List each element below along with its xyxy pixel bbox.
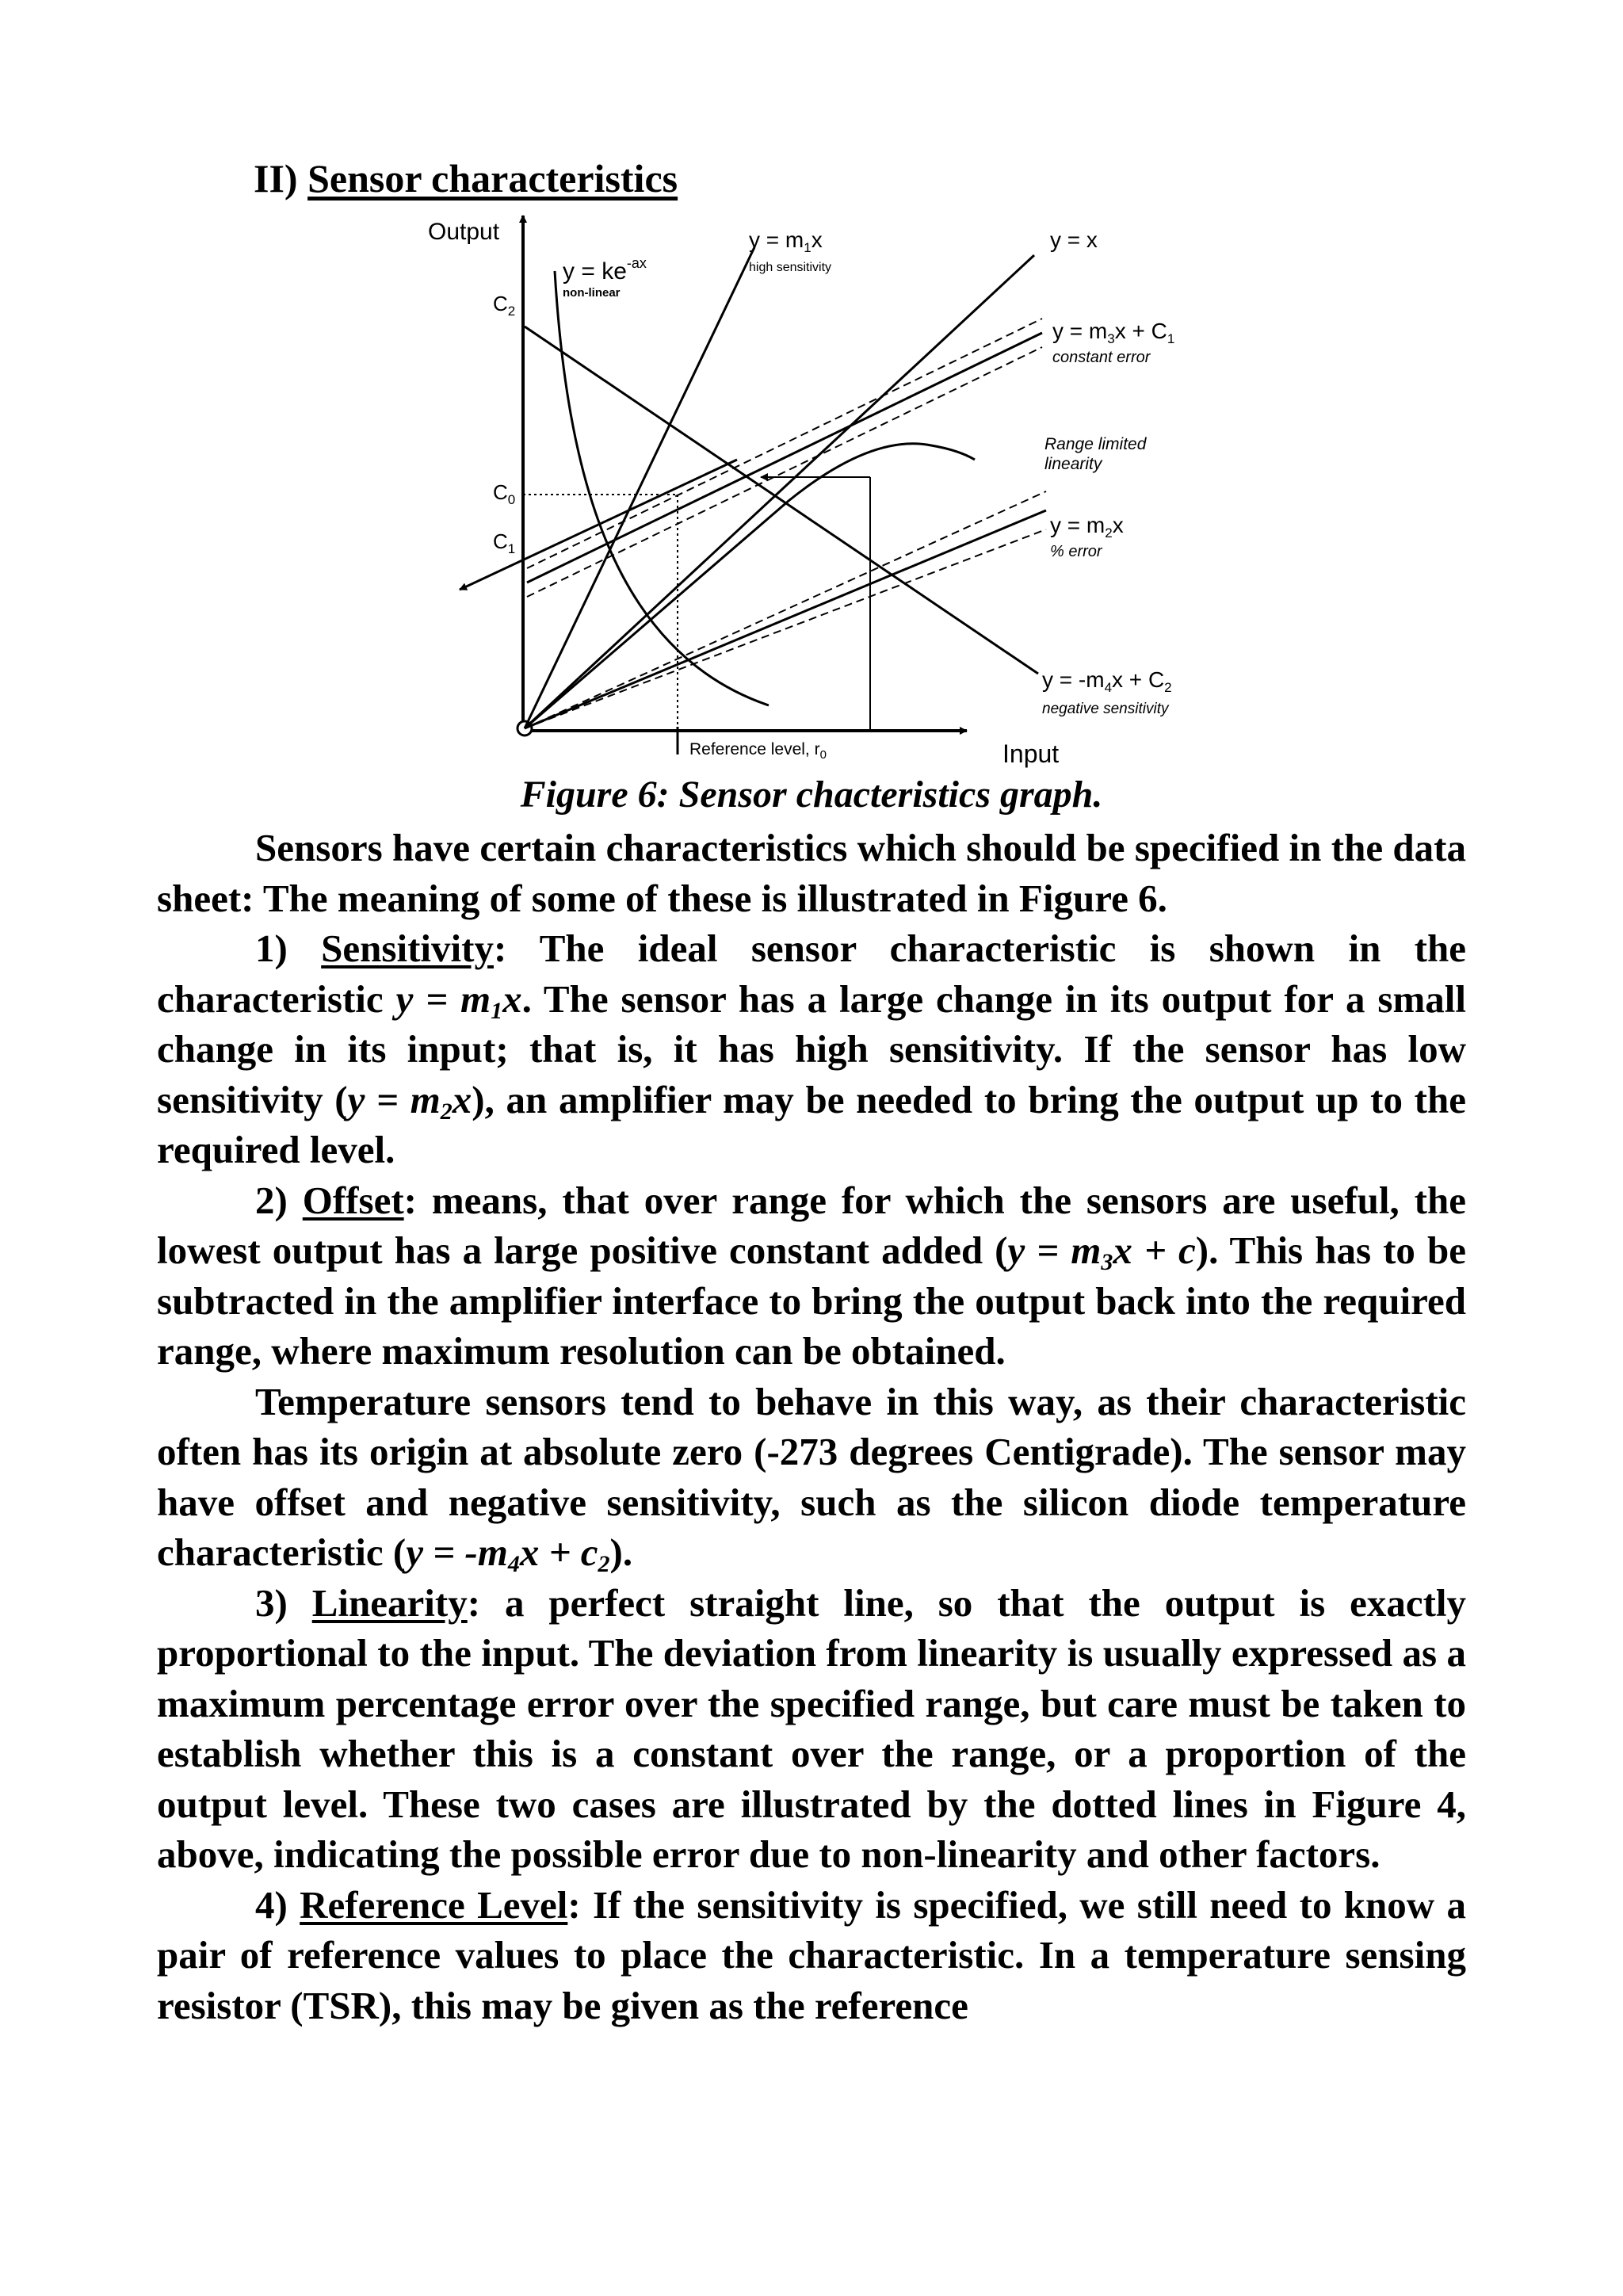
negative-sensitivity-note: negative sensitivity (1042, 701, 1169, 717)
c0-label: $C_0$ (493, 480, 516, 507)
offset-term: Offset (302, 1178, 404, 1222)
range-limited-note-line2: linearity (1044, 455, 1102, 473)
range-limited-note-line1: Range limited (1044, 435, 1147, 453)
constant-error-note: constant error (1052, 349, 1151, 366)
section-heading (254, 155, 678, 201)
offset-paragraph: 2) Offset: means, that over range for which the sensors are useful, the lowest output has a large positive constant added $(y = m_3x + c)$. This has to be subtracted in the amplifier interface to bring the output back into the required range, where maximum resolution can be obtained. (157, 1178, 1467, 1373)
nonlinear-equation: $y = ke^{-ax}$ (563, 255, 647, 285)
constant-error-upper (527, 319, 1042, 568)
nonlinear-note: non-linear (563, 286, 621, 300)
c1-label: $C_1$ (493, 529, 516, 556)
pct-error-lower (525, 529, 1046, 728)
pct-error-center (525, 510, 1046, 728)
sensitivity-term: Sensitivity (321, 926, 494, 970)
sensor-characteristics-figure (428, 208, 1220, 774)
linearity-term: Linearity (311, 1580, 468, 1625)
sensor-graph (428, 208, 1220, 774)
ideal-equation: y = x (1050, 227, 1098, 252)
figure-caption: Figure 6: Sensor chacteristics graph. (520, 774, 1103, 816)
high-sensitivity-equation: $y = m_1x$ (749, 227, 823, 255)
constant-error-equation: $y = m_3x + C_1$ (1052, 319, 1175, 346)
negative-sensitivity-equation: $y = -m_4x + C_2$ (1042, 667, 1172, 695)
percent-error-note: % error (1050, 543, 1102, 560)
section-number: II) (254, 156, 298, 201)
sensitivity-paragraph: 1) Sensitivity: The ideal sensor characteristic is shown in the characteristic $y = m_1x$. The sensor has a large change in its output for a small change in its input; that is, it has high sensitivity. If the sensor has low sensitivity $(y = m_2x)$, an amplifier may be needed to bring the output up to the required level. (157, 926, 1467, 1171)
body-text (157, 823, 1466, 2030)
ideal-line (525, 255, 1034, 728)
output-axis-label: Output (428, 219, 500, 245)
pct-error-upper (525, 491, 1046, 728)
input-axis-label: Input (1002, 739, 1060, 768)
reference-level-label: Reference level, $r_0$ (689, 740, 827, 762)
intro-paragraph: Sensors have certain characteristics which should be specified in the data sheet: The meaning of some of these is illustrated in Figure 6. (157, 826, 1466, 920)
linearity-paragraph: 3) Linearity: a perfect straight line, so that the output is exactly proportional to the input. The deviation from linearity is usually expressed as a maximum percentage error over the specified range, but care must be taken to establish whether this is a constant over the range, or a proportion of the output level. These two cases are illustrated by the dotted lines in Figure 4, above, indicating the possible error due to non-linearity and other factors. (157, 1580, 1467, 1876)
temperature-paragraph: Temperature sensors tend to behave in this way, as their characteristic often has its origin at absolute zero (-273 degrees Centigrade). The sensor may have offset and negative sensitivity, such as the silicon diode temperature characteristic $(y = -m_4x + c_2)$. (157, 1379, 1466, 1577)
reference-level-term: Reference Level (300, 1882, 568, 1927)
high-sensitivity-note: high sensitivity (749, 261, 832, 274)
percent-error-equation: $y = m_2x$ (1050, 513, 1124, 541)
c2-label: $C_2$ (493, 292, 516, 319)
section-title: Sensor characteristics (307, 156, 678, 201)
reference-level-paragraph: 4) Reference Level: If the sensitivity is specified, we still need to know a pair of reference values to place the characteristic. In a temperature sensing resistor (TSR), this may be given as the reference (157, 1882, 1467, 2027)
